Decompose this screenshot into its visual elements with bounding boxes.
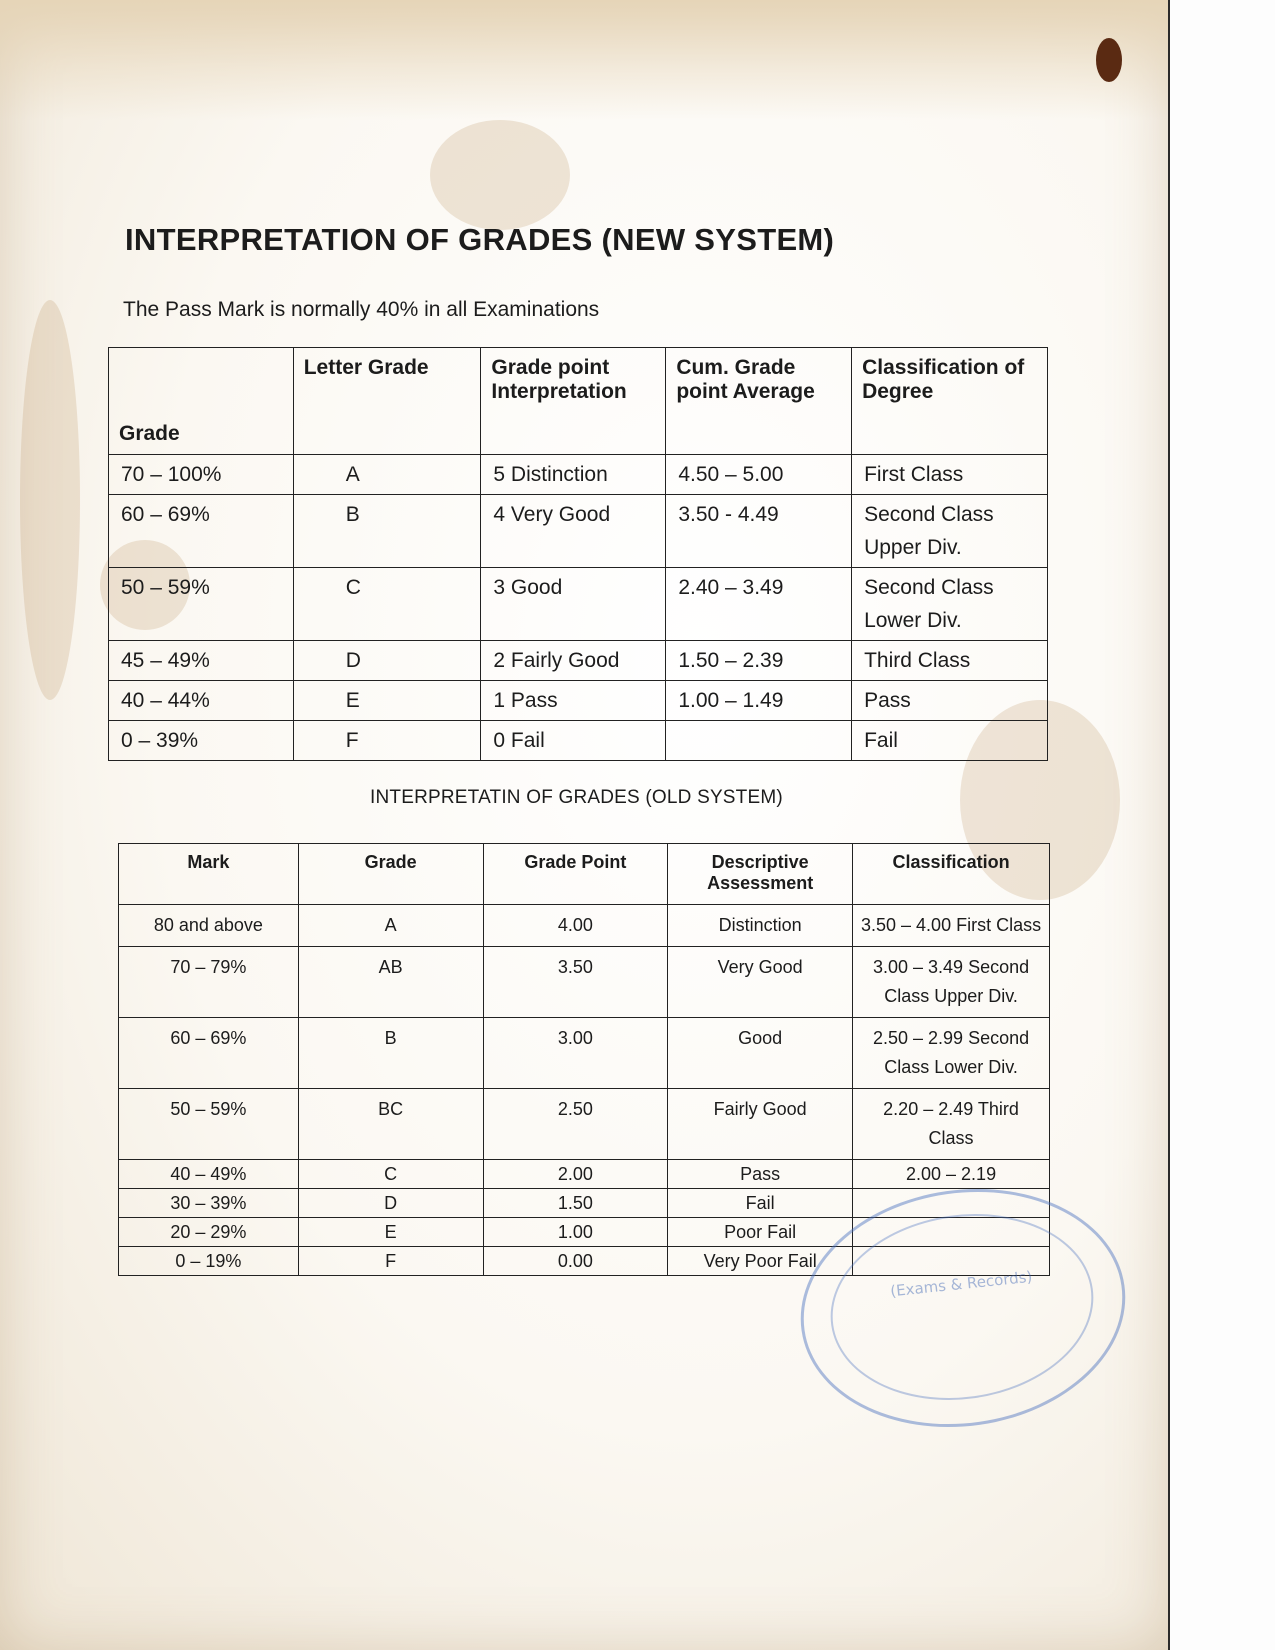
mark-cell: 0 – 19% (119, 1247, 299, 1276)
point-cell: 3.50 (483, 947, 668, 1018)
grade-cell: F (298, 1247, 483, 1276)
interp-cell: 0 Fail (481, 721, 666, 761)
grade-cell: 50 – 59% (109, 568, 294, 641)
stamp-text: (Exams & Records) (889, 1267, 1034, 1301)
cgpa-cell (666, 721, 852, 761)
mark-cell: 60 – 69% (119, 1018, 299, 1089)
table-row (119, 1089, 1050, 1160)
letter-cell: A (293, 455, 481, 495)
cgpa-cell: 1.50 – 2.39 (666, 641, 852, 681)
desc-cell: Very Good (668, 947, 853, 1018)
table-row (119, 1160, 1050, 1189)
stain (430, 120, 570, 230)
header-descriptive-assessment: Descriptive Assessment (668, 844, 853, 905)
grade-cell: BC (298, 1089, 483, 1160)
desc-cell: Poor Fail (668, 1218, 853, 1247)
header-classification: Classification (853, 844, 1050, 905)
class-cell: 3.00 – 3.49 Second Class Upper Div. (853, 947, 1050, 1018)
desc-cell: Good (668, 1018, 853, 1089)
grade-cell: 70 – 100% (109, 455, 294, 495)
table-row (109, 568, 1048, 641)
grade-cell: C (298, 1160, 483, 1189)
letter-cell: D (293, 641, 481, 681)
class-cell: Second Class Lower Div. (852, 568, 1048, 641)
interp-cell: 5 Distinction (481, 455, 666, 495)
pass-mark-note: The Pass Mark is normally 40% in all Examinations (123, 298, 600, 321)
old-system-title: INTERPRETATIN OF GRADES (OLD SYSTEM) (370, 787, 783, 808)
class-cell: First Class (852, 455, 1048, 495)
table-row (109, 641, 1048, 681)
grade-cell: 45 – 49% (109, 641, 294, 681)
table-row (119, 905, 1050, 947)
header-grade: Grade (109, 348, 294, 455)
mark-cell: 30 – 39% (119, 1189, 299, 1218)
header-mark: Mark (119, 844, 299, 905)
interp-cell: 2 Fairly Good (481, 641, 666, 681)
mark-cell: 40 – 49% (119, 1160, 299, 1189)
point-cell: 4.00 (483, 905, 668, 947)
header-cgpa: Cum. Grade point Average (666, 348, 852, 455)
grade-cell: A (298, 905, 483, 947)
mark-cell: 70 – 79% (119, 947, 299, 1018)
table-row (109, 455, 1048, 495)
new-system-table (108, 347, 1048, 761)
table-row (119, 1018, 1050, 1089)
burn-mark (1096, 38, 1122, 82)
class-cell: Second Class Upper Div. (852, 495, 1048, 568)
header-letter-grade: Letter Grade (293, 348, 481, 455)
table-row (109, 495, 1048, 568)
class-cell: Fail (852, 721, 1048, 761)
letter-cell: B (293, 495, 481, 568)
class-cell: Pass (852, 681, 1048, 721)
point-cell: 2.50 (483, 1089, 668, 1160)
letter-cell: E (293, 681, 481, 721)
point-cell: 0.00 (483, 1247, 668, 1276)
scanner-edge (1168, 0, 1275, 1650)
class-cell: 2.00 – 2.19 (853, 1160, 1050, 1189)
grade-cell: B (298, 1018, 483, 1089)
cgpa-cell: 1.00 – 1.49 (666, 681, 852, 721)
mark-cell: 80 and above (119, 905, 299, 947)
table-row (109, 721, 1048, 761)
header-grade-point-interpretation: Grade point Interpretation (481, 348, 666, 455)
desc-cell: Fairly Good (668, 1089, 853, 1160)
point-cell: 3.00 (483, 1018, 668, 1089)
grade-cell: 40 – 44% (109, 681, 294, 721)
class-cell: 3.50 – 4.00 First Class (853, 905, 1050, 947)
grade-cell: 60 – 69% (109, 495, 294, 568)
interp-cell: 3 Good (481, 568, 666, 641)
header-grade: Grade (298, 844, 483, 905)
class-cell: 2.20 – 2.49 Third Class (853, 1089, 1050, 1160)
cgpa-cell: 4.50 – 5.00 (666, 455, 852, 495)
letter-cell: C (293, 568, 481, 641)
table-row (109, 681, 1048, 721)
mark-cell: 50 – 59% (119, 1089, 299, 1160)
point-cell: 2.00 (483, 1160, 668, 1189)
grade-cell: D (298, 1189, 483, 1218)
new-system-title: INTERPRETATION OF GRADES (NEW SYSTEM) (125, 222, 835, 257)
table-header-row (109, 348, 1048, 455)
letter-cell: F (293, 721, 481, 761)
point-cell: 1.50 (483, 1189, 668, 1218)
mark-cell: 20 – 29% (119, 1218, 299, 1247)
grade-cell: 0 – 39% (109, 721, 294, 761)
desc-cell: Fail (668, 1189, 853, 1218)
table-row (119, 947, 1050, 1018)
class-cell: 2.50 – 2.99 Second Class Lower Div. (853, 1018, 1050, 1089)
desc-cell: Pass (668, 1160, 853, 1189)
grade-cell: E (298, 1218, 483, 1247)
cgpa-cell: 2.40 – 3.49 (666, 568, 852, 641)
point-cell: 1.00 (483, 1218, 668, 1247)
grade-cell: AB (298, 947, 483, 1018)
interp-cell: 1 Pass (481, 681, 666, 721)
stain (0, 0, 1168, 120)
desc-cell: Distinction (668, 905, 853, 947)
stain (20, 300, 80, 700)
header-classification: Classification of Degree (852, 348, 1048, 455)
class-cell: Third Class (852, 641, 1048, 681)
desc-cell: Very Poor Fail (668, 1247, 853, 1276)
cgpa-cell: 3.50 - 4.49 (666, 495, 852, 568)
table-header-row (119, 844, 1050, 905)
header-grade-point: Grade Point (483, 844, 668, 905)
interp-cell: 4 Very Good (481, 495, 666, 568)
